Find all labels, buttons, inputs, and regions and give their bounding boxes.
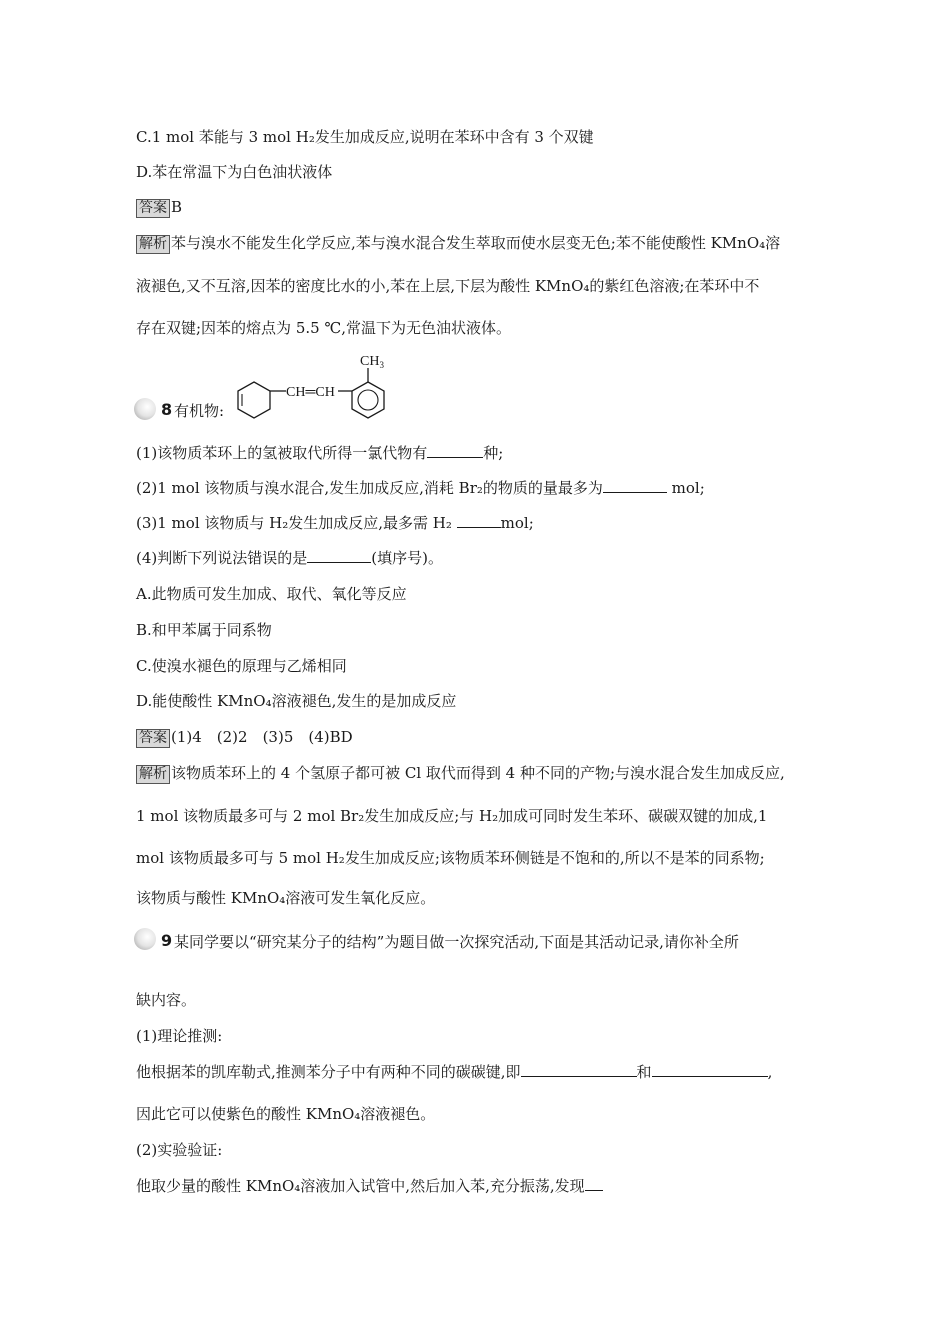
- q8-number: 8: [161, 400, 173, 419]
- analysis-tag: 解析: [136, 235, 170, 254]
- q8-option-c: C.使溴水褪色的原理与乙烯相同: [136, 657, 347, 675]
- benzene-inner-circle: [358, 390, 378, 410]
- q7-analysis-row-3: 存在双键;因苯的熔点为 5.5 ℃,常温下为无色油状液体。: [136, 319, 511, 337]
- q8-sub4-text: (4)判断下列说法错误的是: [136, 549, 308, 567]
- q8-sub2-tail: mol;: [666, 479, 705, 497]
- q7-option-d: D.苯在常温下为白色油状液体: [136, 163, 333, 181]
- q8-sub2: [136, 478, 705, 498]
- analysis-tag: 解析: [136, 765, 170, 784]
- q8-sub3-text: (3)1 mol 该物质与 H₂发生加成反应,最多需 H₂: [136, 514, 457, 532]
- q9-part1-text: 他根据苯的凯库勒式,推测苯分子中有两种不同的碳碳键,即: [136, 1063, 521, 1081]
- q9-part2-text: 他取少量的酸性 KMnO₄溶液加入试管中,然后加入苯,充分振荡,发现: [136, 1177, 585, 1195]
- q9-part1-row-1: [136, 1062, 772, 1082]
- struct-chain-text: CH═CH: [286, 385, 335, 400]
- answer-tag: 答案: [136, 729, 170, 748]
- benzene-ring: [352, 382, 384, 418]
- q8-analysis-row-2: 1 mol 该物质最多可与 2 mol Br₂发生加成反应;与 H₂加成可同时发生苯环、碳碳双键的加成,1: [136, 807, 768, 825]
- answer-tag: 答案: [136, 199, 170, 218]
- q9-number: 9: [161, 931, 173, 950]
- q9-part1-blank-2[interactable]: [652, 1062, 768, 1077]
- q8-analysis-row-1: [136, 763, 785, 784]
- q8-sub4-blank[interactable]: [307, 548, 371, 563]
- q8-sub2-text: (2)1 mol 该物质与溴水混合,发生加成反应,消耗 Br₂的物质的量最多为: [136, 479, 603, 497]
- q8-analysis-text-1: 该物质苯环上的 4 个氢原子都可被 Cl 取代而得到 4 种不同的产物;与溴水混合发生加成反应,: [171, 764, 785, 782]
- q8-sub2-blank[interactable]: [603, 478, 667, 493]
- q7-analysis-row-1: [136, 233, 780, 254]
- struct-ch3-text: $CH_3$: [360, 354, 384, 370]
- q8-sub1: [136, 443, 503, 463]
- q8-option-d: D.能使酸性 KMnO₄溶液褪色,发生的是加成反应: [136, 692, 457, 710]
- q8-option-a: A.此物质可发生加成、取代、氧化等反应: [136, 585, 407, 603]
- q7-option-c: C.1 mol 苯能与 3 mol H₂发生加成反应,说明在苯环中含有 3 个双键: [136, 128, 594, 146]
- q8-sub1-blank[interactable]: [427, 443, 483, 458]
- q8-sub1-text: (1)该物质苯环上的氢被取代所得一氯代物有: [136, 444, 428, 462]
- question-marker-icon: [134, 398, 156, 420]
- q8-sub1-tail: 种;: [483, 444, 504, 462]
- q8-sub4: [136, 548, 443, 568]
- q9-part2-blank[interactable]: [585, 1176, 603, 1191]
- q8-stem: 有机物:: [174, 402, 225, 420]
- q8-answer-row: [136, 727, 353, 748]
- q8-sub3-tail: mol;: [500, 514, 534, 532]
- q9-part1-blank-1[interactable]: [521, 1062, 637, 1077]
- q8-analysis-row-4: 该物质与酸性 KMnO₄溶液可发生氧化反应。: [136, 889, 436, 907]
- q7-analysis-text-1: 苯与溴水不能发生化学反应,苯与溴水混合发生萃取而使水层变无色;苯不能使酸性 KMnO₄溶: [171, 234, 781, 252]
- q9-part2-title: (2)实验验证:: [136, 1141, 223, 1159]
- q8-sub4-tail: (填序号)。: [371, 549, 443, 567]
- q9-part1-and: 和: [636, 1063, 652, 1081]
- q7-analysis-row-2: 液褪色,又不互溶,因苯的密度比水的小,苯在上层,下层为酸性 KMnO₄的紫红色溶液;在苯环中不: [136, 277, 760, 295]
- q9-stem-2: 缺内容。: [136, 991, 197, 1009]
- q8-sub3: [136, 513, 534, 533]
- q8-option-b: B.和甲苯属于同系物: [136, 621, 272, 639]
- structure-formula: [228, 348, 408, 428]
- q9-part2-row-1: [136, 1176, 603, 1196]
- q9-part1-end: ,: [767, 1063, 773, 1081]
- q9-stem-1: 某同学要以“研究某分子的结构”为题目做一次探究活动,下面是其活动记录,请你补全所: [174, 933, 739, 951]
- q8-sub3-blank[interactable]: [457, 513, 501, 528]
- cyclohexene-ring: [238, 382, 270, 418]
- q9-part1-title: (1)理论推测:: [136, 1027, 223, 1045]
- q8-answer: (1)4 (2)2 (3)5 (4)BD: [171, 728, 353, 746]
- q9-part1-row-2: 因此它可以使紫色的酸性 KMnO₄溶液褪色。: [136, 1105, 436, 1123]
- q8-analysis-row-3: mol 该物质最多可与 5 mol H₂发生加成反应;该物质苯环侧链是不饱和的,所以不是苯的同系物;: [136, 849, 765, 867]
- q7-answer: B: [171, 198, 183, 216]
- question-marker-icon: [134, 928, 156, 950]
- q7-answer-row: [136, 197, 182, 218]
